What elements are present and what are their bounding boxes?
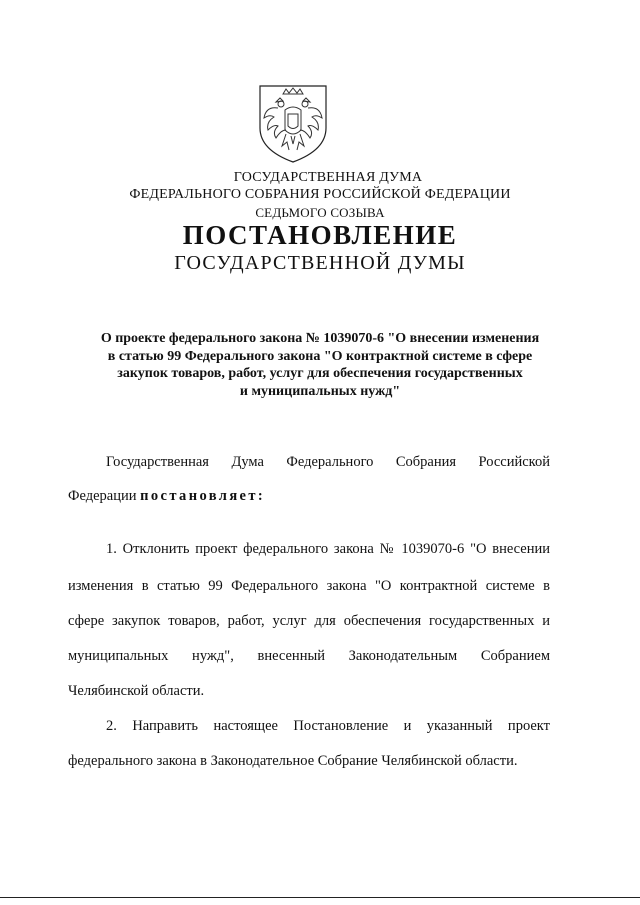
intro-line: Государственная Дума Федерального Собрания Российской (106, 454, 550, 470)
document-subject (72, 330, 568, 400)
subject-line: в статью 99 Федерального закона "О контрактной системе в сфере (107, 348, 533, 364)
subject-line: О проекте федерального закона № 1039070-6 "О внесении изменения (100, 331, 540, 346)
subject-line: и муниципальных нужд" (239, 383, 401, 399)
subject-line: закупок товаров, работ, услуг для обеспечения государственных (117, 366, 523, 381)
item2-line: 2. Направить настоящее Постановление и указанный проект (106, 718, 550, 734)
item1-line: 1. Отклонить проект федерального закона № 1039070-6 "О внесении (106, 541, 550, 557)
intro-resolves: постановляет: (140, 488, 266, 504)
coat-of-arms-icon (256, 84, 330, 164)
header-convocation: СЕДЬМОГО СОЗЫВА (255, 205, 385, 220)
intro-line (68, 488, 550, 505)
item1-line: Челябинской области. (68, 683, 205, 699)
page-bottom-divider (0, 897, 640, 898)
header-federal-assembly: ФЕДЕРАЛЬНОГО СОБРАНИЯ РОССИЙСКОЙ ФЕДЕРАЦИИ (129, 187, 511, 202)
document-title: ПОСТАНОВЛЕНИЕ (182, 220, 458, 250)
intro-federation: Федерации (68, 488, 137, 504)
item2-line: федерального закона в Законодательное Собрание Челябинской области. (68, 753, 518, 769)
item1-line: муниципальных нужд", внесенный Законодательным Собранием (68, 648, 550, 664)
document-subtitle: ГОСУДАРСТВЕННОЙ ДУМЫ (174, 252, 466, 274)
item1-line: сфере закупок товаров, работ, услуг для обеспечения государственных и (68, 613, 550, 629)
header-duma: ГОСУДАРСТВЕННАЯ ДУМА (233, 170, 423, 185)
item1-line: изменения в статью 99 Федерального закона "О контрактной системе в (68, 578, 550, 594)
